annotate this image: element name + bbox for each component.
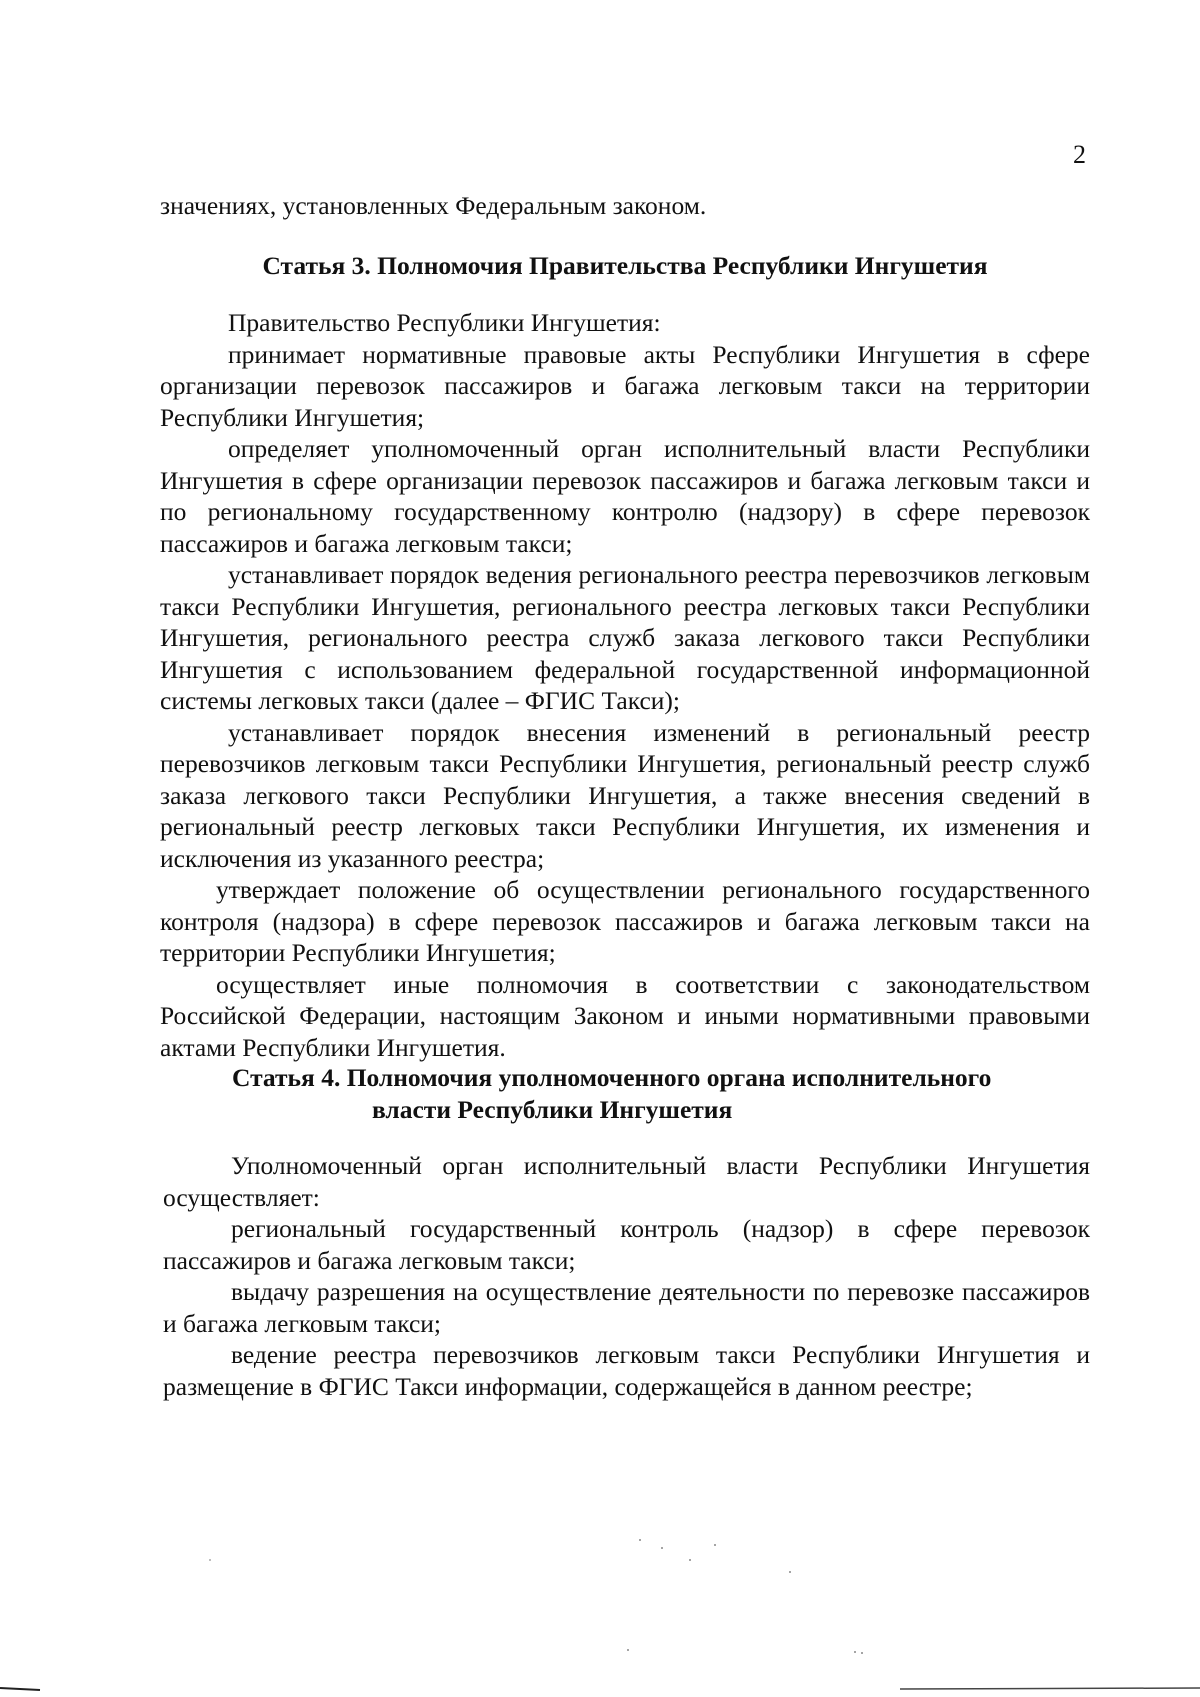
scan-edge-mark-right [900,1688,1200,1689]
article-4-lead: Уполномоченный орган исполнительный власти Республики Ингушетия осуществляет: [163,1151,1090,1212]
scan-dot [639,1539,641,1541]
article-4-item-3: ведение реестра перевозчиков легковым такси Республики Ингушетия и размещение в ФГИС Такси информации, содержащейся в данном реестре; [163,1340,1090,1401]
article-3-item-4: устанавливает порядок внесения изменений в региональный реестр перевозчиков легковым такси Республики Ингушетия, региональный реестр служб заказа легкового такси Республики Ингушетия, а также внесения сведений в региональный реестр легковых такси Республики Ингушетия, их изменения и исключения из указанного реестра; [160,717,1090,873]
article-3-lead: Правительство Республики Ингушетия: [228,308,661,337]
scan-dot [209,1559,211,1561]
article-4-body [163,1150,1090,1402]
scan-dot [861,1652,863,1654]
article-4-item-2: выдачу разрешения на осуществление деятельности по перевозке пассажиров и багажа легковым такси; [163,1277,1090,1338]
scan-edge-mark-left [0,1688,40,1690]
scan-dot [854,1651,856,1653]
scan-dot [714,1544,716,1546]
page-number: 2 [1073,140,1086,169]
article-3-item-1: принимает нормативные правовые акты Республики Ингушетия в сфере организации перевозок пассажиров и багажа легковым такси на территории Республики Ингушетия; [160,339,1090,432]
intro-tail [160,190,1090,222]
article-3-body [160,307,1090,1063]
article-4-heading-line-1: Статья 4. Полномочия уполномоченного органа исполнительного [232,1063,992,1092]
scan-dot [789,1571,791,1573]
article-3-heading: Статья 3. Полномочия Правительства Республики Ингушетия [262,251,988,280]
scan-dot [627,1649,629,1651]
article-3-item-3: устанавливает порядок ведения регионального реестра перевозчиков легковым такси Республики Ингушетия, регионального реестра легковых такси Республики Ингушетия, регионального реестра служб заказа легкового такси Республики Ингушетия с использованием федеральной государственной информационной системы легковых такси (далее – ФГИС Такси); [160,560,1090,715]
article-4-heading [232,1062,1090,1125]
article-4-item-1: региональный государственный контроль (надзор) в сфере перевозок пассажиров и багажа легковым такси; [163,1214,1090,1275]
paragraph-intro-tail: значениях, установленных Федеральным законом. [160,191,707,220]
article-3-item-2: определяет уполномоченный орган исполнительный власти Республики Ингушетия в сфере организации перевозок пассажиров и багажа легковым такси и по региональному государственному контролю (надзору) в сфере перевозок пассажиров и багажа легковым такси; [160,434,1090,558]
article-3-item-5: утверждает положение об осуществлении регионального государственного контроля (надзора) в сфере перевозок пассажиров и багажа легковым такси на территории Республики Ингушетия; [160,875,1090,967]
scan-dot [689,1559,691,1561]
article-4-heading-line-2: власти Республики Ингушетия [372,1094,733,1124]
article-3-item-6: осуществляет иные полномочия в соответствии с законодательством Российской Федерации, настоящим Законом и иными нормативными правовыми актами Республики Ингушетия. [160,969,1090,1062]
scan-dot [661,1547,663,1549]
